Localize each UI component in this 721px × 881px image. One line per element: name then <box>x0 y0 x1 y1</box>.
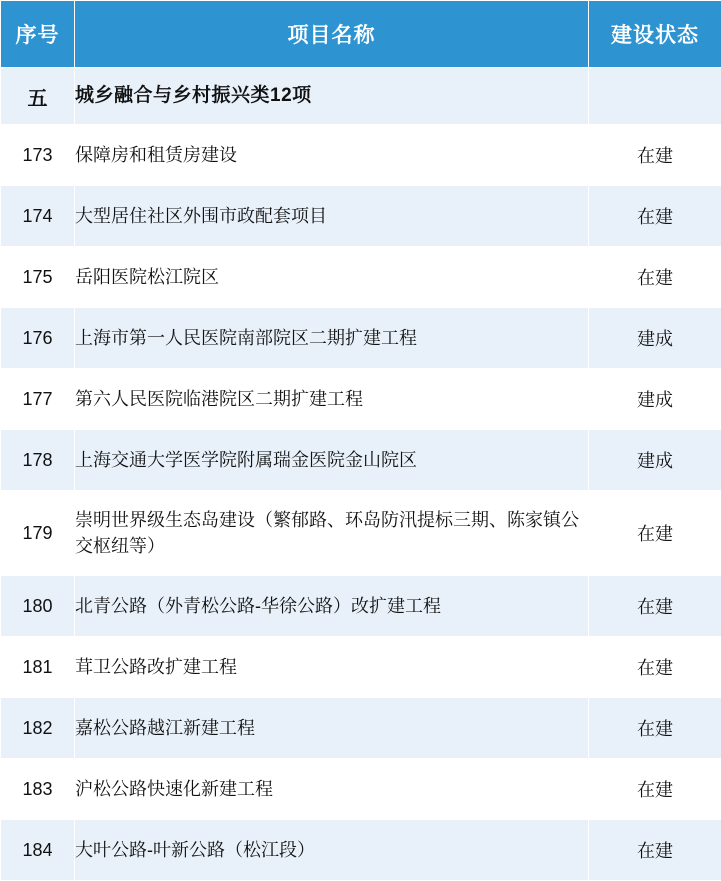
row-index: 182 <box>1 698 75 759</box>
table-row <box>1 186 721 247</box>
row-index: 179 <box>1 491 75 576</box>
row-project-name: 大型居住社区外围市政配套项目 <box>75 186 589 247</box>
header-index: 序号 <box>1 1 75 68</box>
table-row <box>1 369 721 430</box>
table-row <box>1 308 721 369</box>
row-status: 在建 <box>589 186 721 247</box>
table-row <box>1 576 721 637</box>
row-status: 在建 <box>589 491 721 576</box>
table-header <box>1 1 721 68</box>
row-index: 180 <box>1 576 75 637</box>
row-project-name: 北青公路（外青松公路-华徐公路）改扩建工程 <box>75 576 589 637</box>
row-index: 178 <box>1 430 75 491</box>
row-status: 在建 <box>589 125 721 186</box>
row-index: 184 <box>1 820 75 881</box>
row-project-name: 上海市第一人民医院南部院区二期扩建工程 <box>75 308 589 369</box>
row-status: 建成 <box>589 430 721 491</box>
row-index: 174 <box>1 186 75 247</box>
table-row <box>1 759 721 820</box>
table-row <box>1 125 721 186</box>
table-section-row <box>1 68 721 125</box>
row-status: 在建 <box>589 698 721 759</box>
row-status: 在建 <box>589 576 721 637</box>
row-project-name: 上海交通大学医学院附属瑞金医院金山院区 <box>75 430 589 491</box>
header-construction-status: 建设状态 <box>589 1 721 68</box>
row-project-name: 茸卫公路改扩建工程 <box>75 637 589 698</box>
row-index: 181 <box>1 637 75 698</box>
row-status: 在建 <box>589 759 721 820</box>
row-status: 建成 <box>589 369 721 430</box>
row-project-name: 第六人民医院临港院区二期扩建工程 <box>75 369 589 430</box>
table-row <box>1 430 721 491</box>
table-row <box>1 698 721 759</box>
row-status: 在建 <box>589 820 721 881</box>
row-status: 在建 <box>589 637 721 698</box>
row-status: 在建 <box>589 247 721 308</box>
row-index: 175 <box>1 247 75 308</box>
section-title: 城乡融合与乡村振兴类12项 <box>75 68 589 125</box>
row-index: 177 <box>1 369 75 430</box>
table-row <box>1 637 721 698</box>
row-index: 173 <box>1 125 75 186</box>
header-row <box>1 1 721 68</box>
section-index: 五 <box>1 68 75 125</box>
row-project-name: 沪松公路快速化新建工程 <box>75 759 589 820</box>
row-project-name: 保障房和租赁房建设 <box>75 125 589 186</box>
row-index: 183 <box>1 759 75 820</box>
row-project-name: 嘉松公路越江新建工程 <box>75 698 589 759</box>
row-project-name: 崇明世界级生态岛建设（繁郁路、环岛防汛提标三期、陈家镇公交枢纽等） <box>75 491 589 576</box>
table-row <box>1 247 721 308</box>
table-row <box>1 491 721 576</box>
table-body <box>1 68 721 881</box>
row-project-name: 大叶公路-叶新公路（松江段） <box>75 820 589 881</box>
header-project-name: 项目名称 <box>75 1 589 68</box>
table-row <box>1 820 721 881</box>
row-status: 建成 <box>589 308 721 369</box>
row-project-name: 岳阳医院松江院区 <box>75 247 589 308</box>
row-index: 176 <box>1 308 75 369</box>
section-status <box>589 68 721 125</box>
